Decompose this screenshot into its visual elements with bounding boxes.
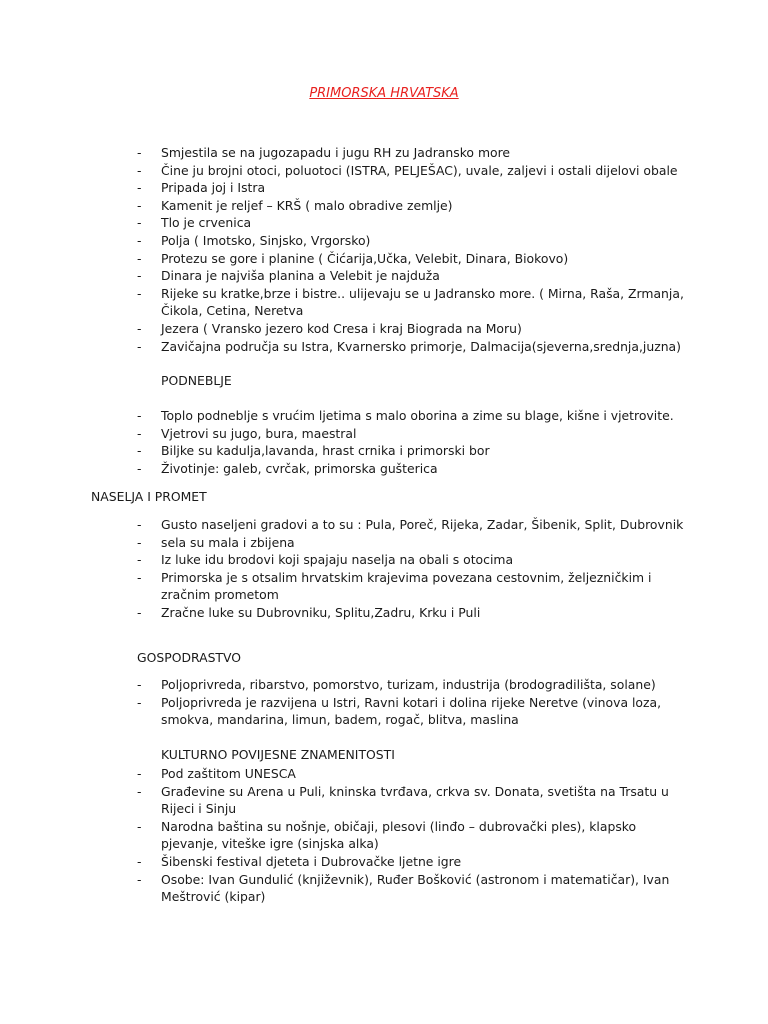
list-item: - Kamenit je reljef – KRŠ ( malo obradive zemlje) xyxy=(137,197,453,213)
bullet-dash: - xyxy=(137,677,142,692)
bullet-dash: - xyxy=(137,871,142,887)
list-item: - Gusto naseljeni gradovi a to su : Pula, Poreč, Rijeka, Zadar, Šibenik, Split, Dubrovnik xyxy=(137,517,684,532)
settlements-list xyxy=(0,516,768,622)
list-item: - Osobe: Ivan Gundulić (književnik), Ruđer Bošković (astronom i matematičar), Ivan Meštrović (kipar) xyxy=(137,871,670,905)
list-item: - Primorska je s otsalim hrvatskim krajevima povezana cestovnim, željezničkim i zračnim prometom xyxy=(137,569,652,603)
bullet-dash: - xyxy=(137,145,142,160)
list-item: - Narodna baština su nošnje, običaji, plesovi (linđo – dubrovački ples), klapsko pjevanje, viteške igre (sinjska alka) xyxy=(137,818,637,852)
list-item: - Čine ju brojni otoci, poluotoci (ISTRA, PELJEŠAC), uvale, zaljevi i ostali dijelovi obale xyxy=(137,162,678,178)
bullet-dash: - xyxy=(137,569,142,585)
bullet-dash: - xyxy=(137,534,142,550)
bullet-dash: - xyxy=(137,766,142,781)
general-list xyxy=(0,144,768,355)
list-item: - Rijeke su kratke,brze i bistre.. ulijevaju se u Jadransko more. ( Mirna, Raša, Zrmanja, Čikola, Cetina, Neretva xyxy=(137,285,684,319)
heading-gospodarstvo: GOSPODRASTVO xyxy=(137,650,242,665)
list-item: - Građevine su Arena u Puli, kninska tvrđava, crkva sv. Donata, svetišta na Trsatu u Rijeci i Sinju xyxy=(137,783,669,817)
list-item: - Šibenski festival djeteta i Dubrovačke ljetne igre xyxy=(137,853,462,869)
bullet-dash: - xyxy=(137,268,142,284)
list-item: - sela su mala i zbijena xyxy=(137,534,295,550)
bullet-dash: - xyxy=(137,180,142,196)
list-item: - Iz luke idu brodovi koji spajaju naselja na obali s otocima xyxy=(137,552,514,568)
list-item: - Zavičajna područja su Istra, Kvarnersko primorje, Dalmacija(sjeverna,srednja,juzna) xyxy=(137,338,681,354)
list-item: - Zračne luke su Dubrovniku, Splitu,Zadru, Krku i Puli xyxy=(137,604,481,620)
list-item: - Polja ( Imotsko, Sinjsko, Vrgorsko) xyxy=(137,232,371,248)
list-item: - Tlo je crvenica xyxy=(137,215,252,231)
list-item: - Vjetrovi su jugo, bura, maestral xyxy=(137,425,357,441)
heading-kulturno: KULTURNO POVIJESNE ZNAMENITOSTI xyxy=(161,747,395,762)
bullet-dash: - xyxy=(137,552,142,568)
list-item: - Toplo podneblje s vrućim ljetima s malo oborina a zime su blage, kišne i vjetrovite. xyxy=(137,408,674,423)
document-title: PRIMORSKA HRVATSKA xyxy=(309,86,459,101)
heritage-list xyxy=(0,765,768,906)
list-item: - Protezu se gore i planine ( Čićarija,Učka, Velebit, Dinara, Biokovo) xyxy=(137,250,569,266)
list-item: - Poljoprivreda je razvijena u Istri, Ravni kotari i dolina rijeke Neretve (vinova loza, smokva, mandarina, limun, badem, rogač, blitva, maslina xyxy=(137,694,662,728)
bullet-dash: - xyxy=(137,604,142,620)
bullet-dash: - xyxy=(137,694,142,710)
bullet-dash: - xyxy=(137,783,142,799)
bullet-dash: - xyxy=(137,443,142,459)
bullet-dash: - xyxy=(137,460,142,476)
heading-naselja: NASELJA I PROMET xyxy=(91,489,207,504)
bullet-dash: - xyxy=(137,517,142,532)
bullet-dash: - xyxy=(137,215,142,231)
list-item: - Jezera ( Vransko jezero kod Cresa i kraj Biograda na Moru) xyxy=(137,320,522,336)
economy-list xyxy=(0,676,768,729)
bullet-dash: - xyxy=(137,818,142,834)
bullet-dash: - xyxy=(137,162,142,178)
bullet-dash: - xyxy=(137,425,142,441)
heading-podneblje: PODNEBLJE xyxy=(161,373,232,388)
climate-list xyxy=(0,407,768,477)
list-item: - Biljke su kadulja,lavanda, hrast crnika i primorski bor xyxy=(137,443,490,459)
list-item: - Smjestila se na jugozapadu i jugu RH zu Jadransko more xyxy=(137,145,511,160)
list-item: - Pripada joj i Istra xyxy=(137,180,266,196)
bullet-dash: - xyxy=(137,197,142,213)
bullet-dash: - xyxy=(137,408,142,423)
bullet-dash: - xyxy=(137,853,142,869)
list-item: - Pod zaštitom UNESCA xyxy=(137,766,296,781)
list-item: - Životinje: galeb, cvrčak, primorska gušterica xyxy=(137,460,438,476)
list-item: - Dinara je najviša planina a Velebit je najduža xyxy=(137,268,440,284)
list-item: - Poljoprivreda, ribarstvo, pomorstvo, turizam, industrija (brodogradilišta, solane) xyxy=(137,677,656,692)
bullet-dash: - xyxy=(137,250,142,266)
bullet-dash: - xyxy=(137,320,142,336)
bullet-dash: - xyxy=(137,232,142,248)
bullet-dash: - xyxy=(137,338,142,354)
bullet-dash: - xyxy=(137,285,142,301)
